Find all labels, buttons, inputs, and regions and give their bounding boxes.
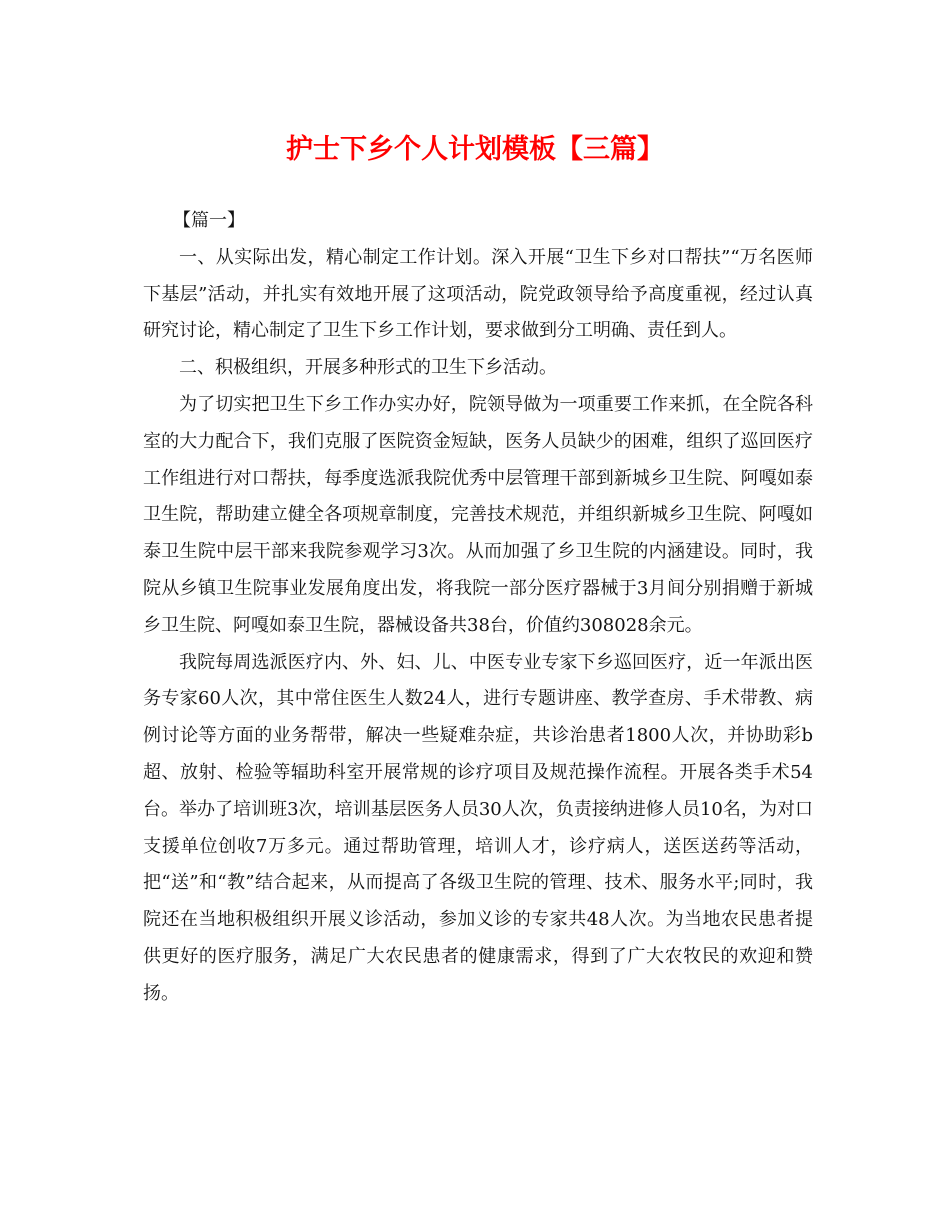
document-body <box>143 203 813 1013</box>
paragraph-3: 为了切实把卫生下乡工作办实办好，院领导做为一项重要工作来抓，在全院各科室的大力配合下，我们克服了医院资金短缺，医务人员缺少的困难，组织了巡回医疗工作组进行对口帮扶，每季度选派我院优秀中层管理干部到新城乡卫生院、阿嘎如泰卫生院，帮助建立健全各项规章制度，完善技术规范，并组织新城乡卫生院、阿嘎如泰卫生院中层干部来我院参观学习3次。从而加强了乡卫生院的内涵建设。同时，我院从乡镇卫生院事业发展角度出发，将我院一部分医疗器械于3月间分别捐赠于新城乡卫生院、阿嘎如泰卫生院，器械设备共38台，价值约308028余元。 <box>143 393 813 636</box>
paragraph-4: 我院每周选派医疗内、外、妇、儿、中医专业专家下乡巡回医疗，近一年派出医务专家60人次，其中常住医生人数24人，进行专题讲座、教学查房、手术带教、病例讨论等方面的业务帮带，解决一些疑难杂症，共诊治患者1800人次，并协助彩b超、放射、检验等辐助科室开展常规的诊疗项目及规范操作流程。开展各类手术54台。举办了培训班3次，培训基层医务人员30人次，负责接纳进修人员10名，为对口支援单位创收7万多元。通过帮助管理，培训人才，诊疗病人，送医送药等活动，把“送”和“教”结合起来，从而提高了各级卫生院的管理、技术、服务水平;同时，我院还在当地积极组织开展义诊活动，参加义诊的专家共48人次。为当地农民患者提供更好的医疗服务，满足广大农民患者的健康需求，得到了广大农牧民的欢迎和赞扬。 <box>143 651 813 1004</box>
document-title: 护士下乡个人计划模板【三篇】 <box>286 134 664 165</box>
paragraph-2: 二、积极组织，开展多种形式的卫生下乡活动。 <box>179 357 557 379</box>
paragraph-1: 一、从实际出发，精心制定工作计划。深入开展“卫生下乡对口帮扶”“万名医师下基层”活动，并扎实有效地开展了这项活动，院党政领导给予高度重视，经过认真研究讨论，精心制定了卫生下乡工作计划，要求做到分工明确、责任到人。 <box>143 246 813 342</box>
section-label: 【篇一】 <box>173 210 245 231</box>
